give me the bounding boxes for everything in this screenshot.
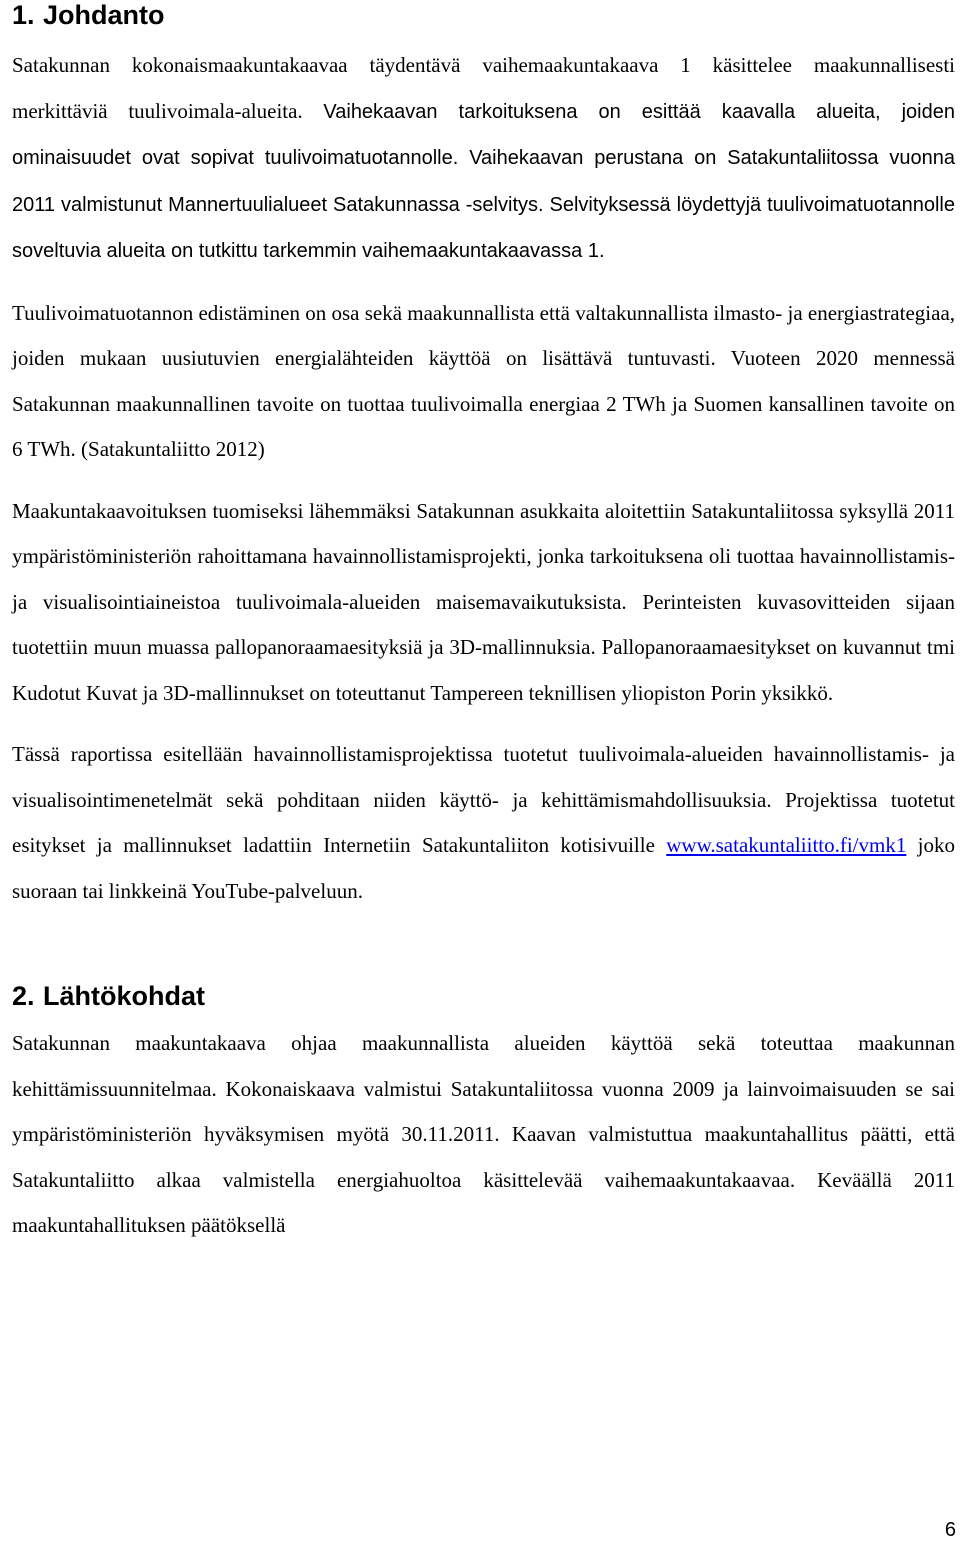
section-title: Johdanto [43, 0, 165, 30]
paragraph-intro-serif: Satakunnan kokonaismaakuntakaavaa täydentävä vaihemaakuntakaava 1 käsittelee maakunnallisesti merkittäviä tuulivoimala-alueita. [12, 53, 955, 123]
paragraph-report-text: Tässä raportissa esitellään havainnollistamisprojektissa tuotetut tuulivoimala-alueiden havainnollistamis- ja visualisointimenetelmät sekä pohditaan niiden käyttö- ja kehittämismahdollisuuksia. Projektissa tuotetut esitykset ja mallinnukset ladattiin Internetiin Satakuntaliiton kotisivuille [12, 742, 955, 857]
paragraph-report [12, 732, 955, 914]
satakuntaliitto-link[interactable]: www.satakuntaliitto.fi/vmk1 [666, 833, 907, 857]
section-heading-johdanto [12, 0, 955, 30]
paragraph-report-tail: joko suoraan tai linkkeinä YouTube-palveluun. [12, 833, 956, 903]
section-number: 2. [12, 981, 35, 1011]
paragraph-maakuntakaava: Satakunnan maakuntakaava ohjaa maakunnallista alueiden käyttöä sekä toteuttaa maakunnan kehittämissuunnitelmaa. Kokonaiskaava valmistui Satakuntaliitossa vuonna 2009 ja lainvoimaisuuden se sai ympäristöministeriön hyväksymisen myötä 30.11.2011. Kaavan valmistuttua maakuntahallitus päätti, että Satakuntaliitto alkaa valmistella energiahuoltoa käsittelevää vaihemaakuntakaavaa. Keväällä 2011 maakuntahallituksen päätöksellä [12, 1031, 955, 1237]
paragraph-targets: Tuulivoimatuotannon edistäminen on osa sekä maakunnallista että valtakunnallista ilmasto- ja energiastrategiaa, joiden mukaan uusiutuvien energialähteiden käyttöä on lisättävä tuntuvasti. Vuoteen 2020 mennessä Satakunnan maakunnallinen tavoite on tuottaa tuulivoimalla energiaa 2 TWh ja Suomen kansallinen tavoite on 6 TWh. (Satakuntaliitto 2012) [12, 300, 956, 461]
section-number: 1. [12, 0, 35, 30]
document-page [12, 0, 955, 1249]
section-heading-lahtokohdat [12, 981, 955, 1011]
paragraph-intro-sans: Vaihekaavan tarkoituksena on esittää kaavalla alueita, joiden ominaisuudet ovat sopivat tuulivoimatuotannolle. Vaihekaavan perustana on Satakuntaliitossa vuonna 2011 valmistunut Mannertuulialueet Satakunnassa -selvitys. Selvityksessä löydettyjä tuulivoimatuotannolle soveltuvia alueita on tutkittu tarkemmin vaihemaakuntakaavassa 1. [12, 100, 955, 262]
paragraph-project: Maakuntakaavoituksen tuomiseksi lähemmäksi Satakunnan asukkaita aloitettiin Satakuntaliitossa syksyllä 2011 ympäristöministeriön rahoittamana havainnollistamisprojekti, jonka tarkoituksena oli tuottaa havainnollistamis- ja visualisointiaineistoa tuulivoimala-alueiden maisemavaikutuksista. Perinteisten kuvasovitteiden sijaan tuotettiin muun muassa pallopanoraamaesityksiä ja 3D-mallinnuksia. Pallopanoraamaesitykset on kuvannut tmi Kudotut Kuvat ja 3D-mallinnukset on toteuttanut Tampereen teknillisen yliopiston Porin yksikkö. [12, 498, 955, 705]
paragraph-intro [12, 43, 955, 275]
page-number: 6 [944, 1519, 956, 1541]
section-title: Lähtökohdat [43, 981, 205, 1011]
